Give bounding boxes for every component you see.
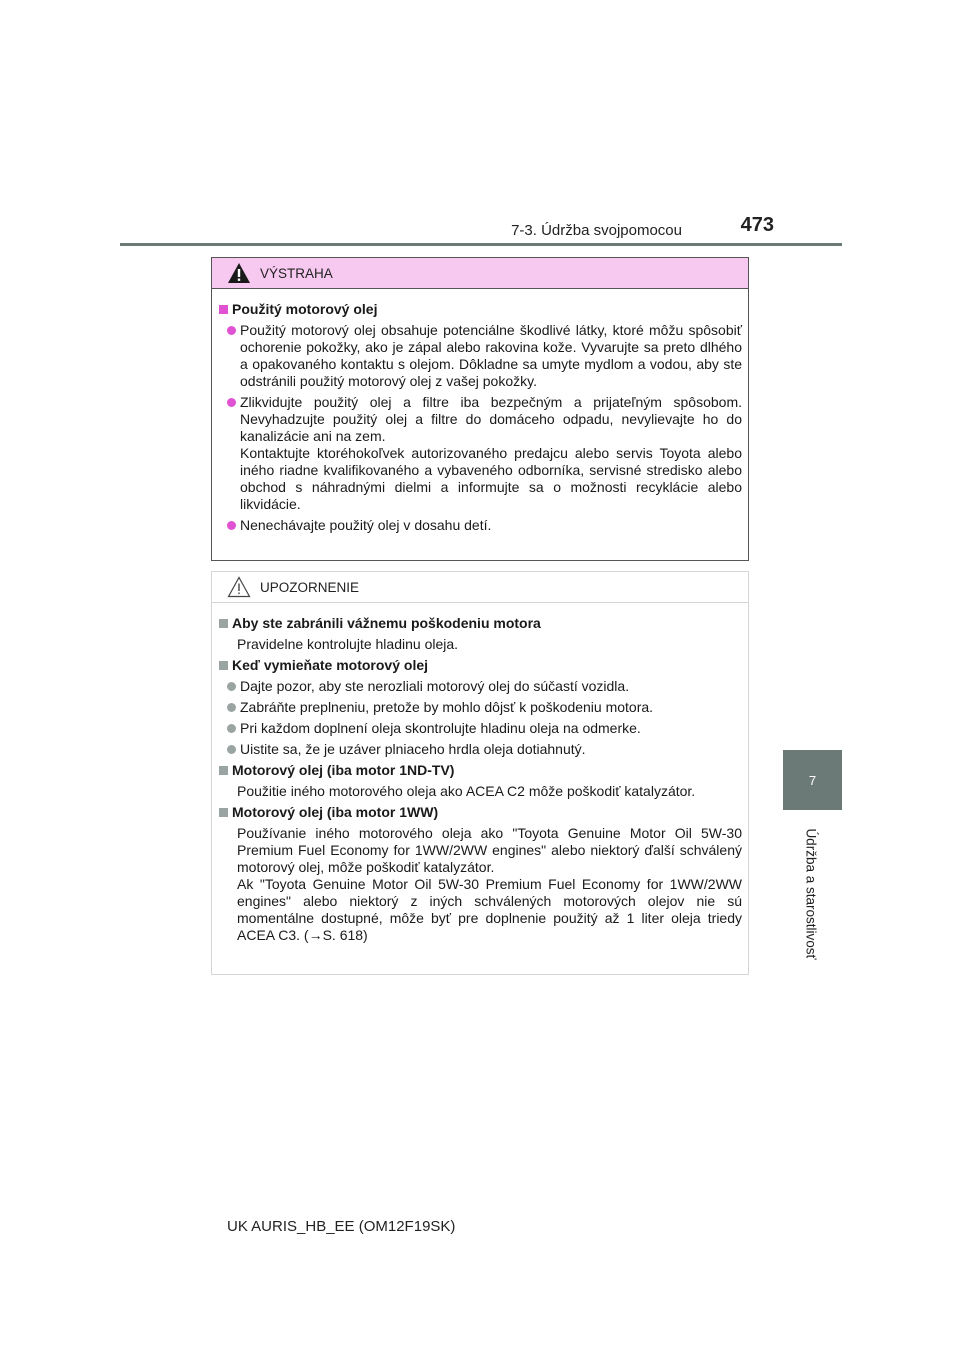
- notice-bullet: [227, 741, 742, 758]
- notice-heading: [218, 804, 742, 821]
- document-id: UK AURIS_HB_EE (OM12F19SK): [227, 1218, 456, 1235]
- warning-bullet-text: Použitý motorový olej obsahuje potenciálne škodlivé látky, ktoré môžu spôsobiť ochorenie pokožky, ako je zápal alebo rakovina kože. Vyvarujte sa preto dlhého a opakovaného kontaktu s olejom. Dôkladne sa umyte mydlom a vodou, aby ste odstránili použitý motorový olej z vašej pokožky.: [240, 322, 742, 389]
- square-bullet-icon: [219, 661, 228, 670]
- warning-header: [212, 258, 748, 289]
- warning-bullet: [227, 322, 742, 390]
- round-bullet-icon: [227, 745, 236, 754]
- notice-heading: [218, 762, 742, 779]
- notice-paragraph-line: Ak "Toyota Genuine Motor Oil 5W-30 Premium Fuel Economy for 1WW/2WW engines" alebo niektorý z iných schválených motorových olejov nie sú momentálne dostupné, môže byť pre doplnenie použitý až 1 liter oleja triedy ACEA C3. (→S. 618): [237, 876, 742, 943]
- notice-body: [212, 603, 748, 944]
- notice-heading-text: Aby ste zabránili vážnemu poškodeniu motora: [232, 615, 541, 631]
- chapter-title: Údržba a starostlivosť: [803, 828, 819, 960]
- notice-bullet-text: Pri každom doplnení oleja skontrolujte hladinu oleja na odmerke.: [240, 720, 641, 736]
- notice-paragraph: Použitie iného motorového oleja ako ACEA C2 môže poškodiť katalyzátor.: [237, 783, 696, 799]
- warning-bullet-text-continued: Kontaktujte ktoréhokoľvek autorizovaného predajcu alebo servis Toyota alebo iného riadne kvalifikovaného a vybaveného odborníka, servisné stredisko alebo obchod s náhradnými dielmi a informujte sa o možnosti recyklácie alebo likvidácie.: [240, 445, 742, 512]
- notice-heading: [218, 615, 742, 632]
- warning-triangle-icon: [227, 262, 251, 284]
- warning-bullet-text: Zlikvidujte použitý olej a filtre iba bezpečným a prijateľným spôsobom. Nevyhadzujte použitý olej a filtre do domáceho odpadu, nevylievajte ho do kanalizácie ani na zem.: [240, 394, 742, 444]
- chapter-side-label: [796, 818, 826, 970]
- notice-bullet: [227, 720, 742, 737]
- round-bullet-icon: [227, 724, 236, 733]
- warning-bullet-text: Nenechávajte použitý olej v dosahu detí.: [240, 517, 492, 533]
- warning-title: VÝSTRAHA: [260, 265, 333, 281]
- notice-header: [212, 572, 748, 603]
- round-bullet-icon: [227, 398, 236, 407]
- notice-heading-text: Motorový olej (iba motor 1ND-TV): [232, 762, 455, 778]
- square-bullet-icon: [219, 305, 228, 314]
- notice-paragraph-line: Používanie iného motorového oleja ako "Toyota Genuine Motor Oil 5W-30 Premium Fuel Economy for 1WW/2WW engines" alebo niektorý ďalší schválený motorový olej, môže poškodiť katalyzátor.: [237, 825, 742, 875]
- notice-bullet-text: Uistite sa, že je uzáver plniaceho hrdla oleja dotiahnutý.: [240, 741, 586, 757]
- round-bullet-icon: [227, 703, 236, 712]
- page-header: [120, 212, 842, 246]
- round-bullet-icon: [227, 521, 236, 530]
- round-bullet-icon: [227, 682, 236, 691]
- chapter-tab-number: 7: [808, 772, 817, 788]
- notice-heading: [218, 657, 742, 674]
- header-rule: [120, 243, 842, 246]
- notice-bullet: [227, 699, 742, 716]
- warning-body: [212, 289, 748, 534]
- notice-bullet-text: Dajte pozor, aby ste nerozliali motorový olej do súčastí vozidla.: [240, 678, 630, 694]
- square-bullet-icon: [219, 766, 228, 775]
- chapter-tab: [783, 750, 842, 810]
- page-number: 473: [740, 214, 774, 236]
- notice-paragraph: [237, 825, 742, 944]
- round-bullet-icon: [227, 326, 236, 335]
- notice-paragraph: Pravidelne kontrolujte hladinu oleja.: [237, 636, 459, 652]
- notice-heading-text: Motorový olej (iba motor 1WW): [232, 804, 439, 820]
- notice-bullet-text: Zabráňte preplneniu, pretože by mohlo dôjsť k poškodeniu motora.: [240, 699, 654, 715]
- square-bullet-icon: [219, 619, 228, 628]
- notice-title: UPOZORNENIE: [260, 579, 360, 595]
- notice-box: [211, 571, 749, 975]
- warning-bullet: [227, 394, 742, 513]
- warning-heading: [218, 301, 742, 318]
- warning-box: [211, 257, 749, 561]
- warning-heading-text: Použitý motorový olej: [232, 301, 378, 317]
- notice-heading-text: Keď vymieňate motorový olej: [232, 657, 429, 673]
- square-bullet-icon: [219, 808, 228, 817]
- notice-bullet: [227, 678, 742, 695]
- warning-bullet: [227, 517, 742, 534]
- caution-triangle-icon: [227, 576, 251, 598]
- section-title: 7-3. Údržba svojpomocou: [511, 222, 682, 239]
